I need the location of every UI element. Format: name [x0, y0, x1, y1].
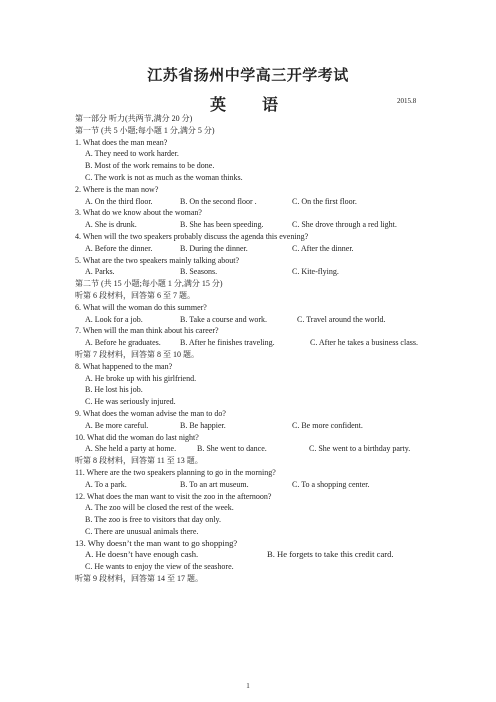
answer-option: C. Be more confident.	[292, 420, 363, 430]
answer-option: B. Be happier.	[180, 420, 226, 430]
text-line: 4. When will the two speakers probably discuss the agenda this evening?	[75, 231, 309, 241]
answer-option: A. Look for a job.	[85, 314, 143, 324]
text-line: 9. What does the woman advise the man to do?	[75, 408, 226, 418]
answer-option: C. To a shopping center.	[292, 479, 370, 489]
answer-option: B. After he finishes traveling.	[180, 338, 275, 348]
answer-option: C. After he takes a business class.	[310, 338, 418, 348]
answer-option: B. She went to dance.	[197, 444, 267, 454]
exam-title: 江苏省扬州中学高三开学考试	[147, 68, 349, 84]
text-line: 第二节 (共 15 小题;每小题 1 分,满分 15 分)	[75, 279, 223, 289]
answer-option: C. After the dinner.	[292, 243, 354, 253]
text-line: 听第 7 段材料，回答第 8 至 10 题。	[75, 349, 199, 359]
text-line: A. The zoo will be closed the rest of the week.	[85, 503, 234, 513]
answer-option: B. She has been speeding.	[180, 220, 264, 230]
answer-option: A. She held a party at home.	[85, 444, 177, 454]
answer-option: B. Seasons.	[180, 267, 218, 277]
answer-option: A. She is drunk.	[85, 220, 137, 230]
text-line: 1. What does the man mean?	[75, 137, 168, 147]
text-line: C. The work is not as much as the woman thinks.	[85, 172, 243, 182]
text-line	[75, 479, 426, 491]
text-line: 听第 6 段材料，回答第 6 至 7 题。	[75, 290, 195, 300]
answer-option: B. During the dinner.	[180, 243, 248, 253]
answer-option: C. On the first floor.	[292, 196, 357, 206]
answer-option: A. On the third floor.	[85, 196, 153, 206]
answer-option: C. She drove through a red light.	[292, 220, 397, 230]
text-line: B. Most of the work remains to be done.	[85, 161, 215, 171]
text-line: 10. What did the woman do last night?	[75, 432, 199, 442]
text-line	[75, 337, 426, 349]
text-line: 6. What will the woman do this summer?	[75, 302, 207, 312]
answer-option: C. Travel around the world.	[297, 314, 386, 324]
answer-option: A. Before he graduates.	[85, 338, 161, 348]
text-line: 8. What happened to the man?	[75, 361, 173, 371]
text-line	[75, 196, 426, 208]
answer-option: A. Be more careful.	[85, 420, 149, 430]
text-line: 2. Where is the man now?	[75, 184, 159, 194]
text-line	[75, 420, 426, 432]
text-line: 听第 8 段材料，回答第 11 至 13 题。	[75, 456, 203, 466]
text-line: B. He lost his job.	[85, 385, 143, 395]
text-line: C. There are unusual animals there.	[85, 526, 199, 536]
answer-option: B. Take a course and work.	[180, 314, 268, 324]
text-line: A. He broke up with his girlfriend.	[85, 373, 197, 383]
answer-option: B. On the second floor .	[180, 196, 257, 206]
exam-date: 2015.8	[397, 97, 417, 105]
text-line: 11. Where are the two speakers planning to go in the morning?	[75, 467, 276, 477]
answer-option: B. He forgets to take this credit card.	[267, 549, 394, 560]
text-line	[75, 314, 426, 326]
text-line: C. He was seriously injured.	[85, 397, 176, 407]
answer-option: C. She went to a birthday party.	[309, 444, 411, 454]
answer-option: A. Before the dinner.	[85, 243, 153, 253]
text-line	[75, 266, 426, 278]
text-line	[75, 549, 426, 561]
text-line	[75, 219, 426, 231]
text-line: A. They need to work harder.	[85, 149, 179, 159]
text-line: 12. What does the man want to visit the zoo in the afternoon?	[75, 491, 272, 501]
text-line: 5. What are the two speakers mainly talking about?	[75, 255, 240, 265]
text-line: B. The zoo is free to visitors that day only.	[85, 515, 221, 525]
answer-option: B. To an art museum.	[180, 479, 249, 489]
answer-option: A. To a park.	[85, 479, 127, 489]
text-line: 7. When will the man think about his career?	[75, 326, 219, 336]
page-number: 1	[246, 682, 250, 690]
text-line: C. He wants to enjoy the view of the seashore.	[85, 562, 234, 572]
text-line	[75, 443, 426, 455]
text-line: 听第 9 段材料，回答第 14 至 17 题。	[75, 574, 203, 584]
subject-heading: 英 语	[210, 97, 295, 114]
text-line: 3. What do we know about the woman?	[75, 208, 202, 218]
text-line: 第一部分 听力(共两节,满分 20 分)	[75, 114, 193, 123]
answer-option: A. Parks.	[85, 267, 115, 277]
exam-body	[75, 113, 426, 585]
answer-option: A. He doesn’t have enough cash.	[85, 549, 199, 560]
text-line: 第一节 (共 5 小题;每小题 1 分,满分 5 分)	[75, 125, 215, 135]
answer-option: C. Kite-flying.	[292, 267, 339, 277]
text-line: 13. Why doesn’t the man want to go shopping?	[75, 537, 238, 548]
text-line	[75, 243, 426, 255]
